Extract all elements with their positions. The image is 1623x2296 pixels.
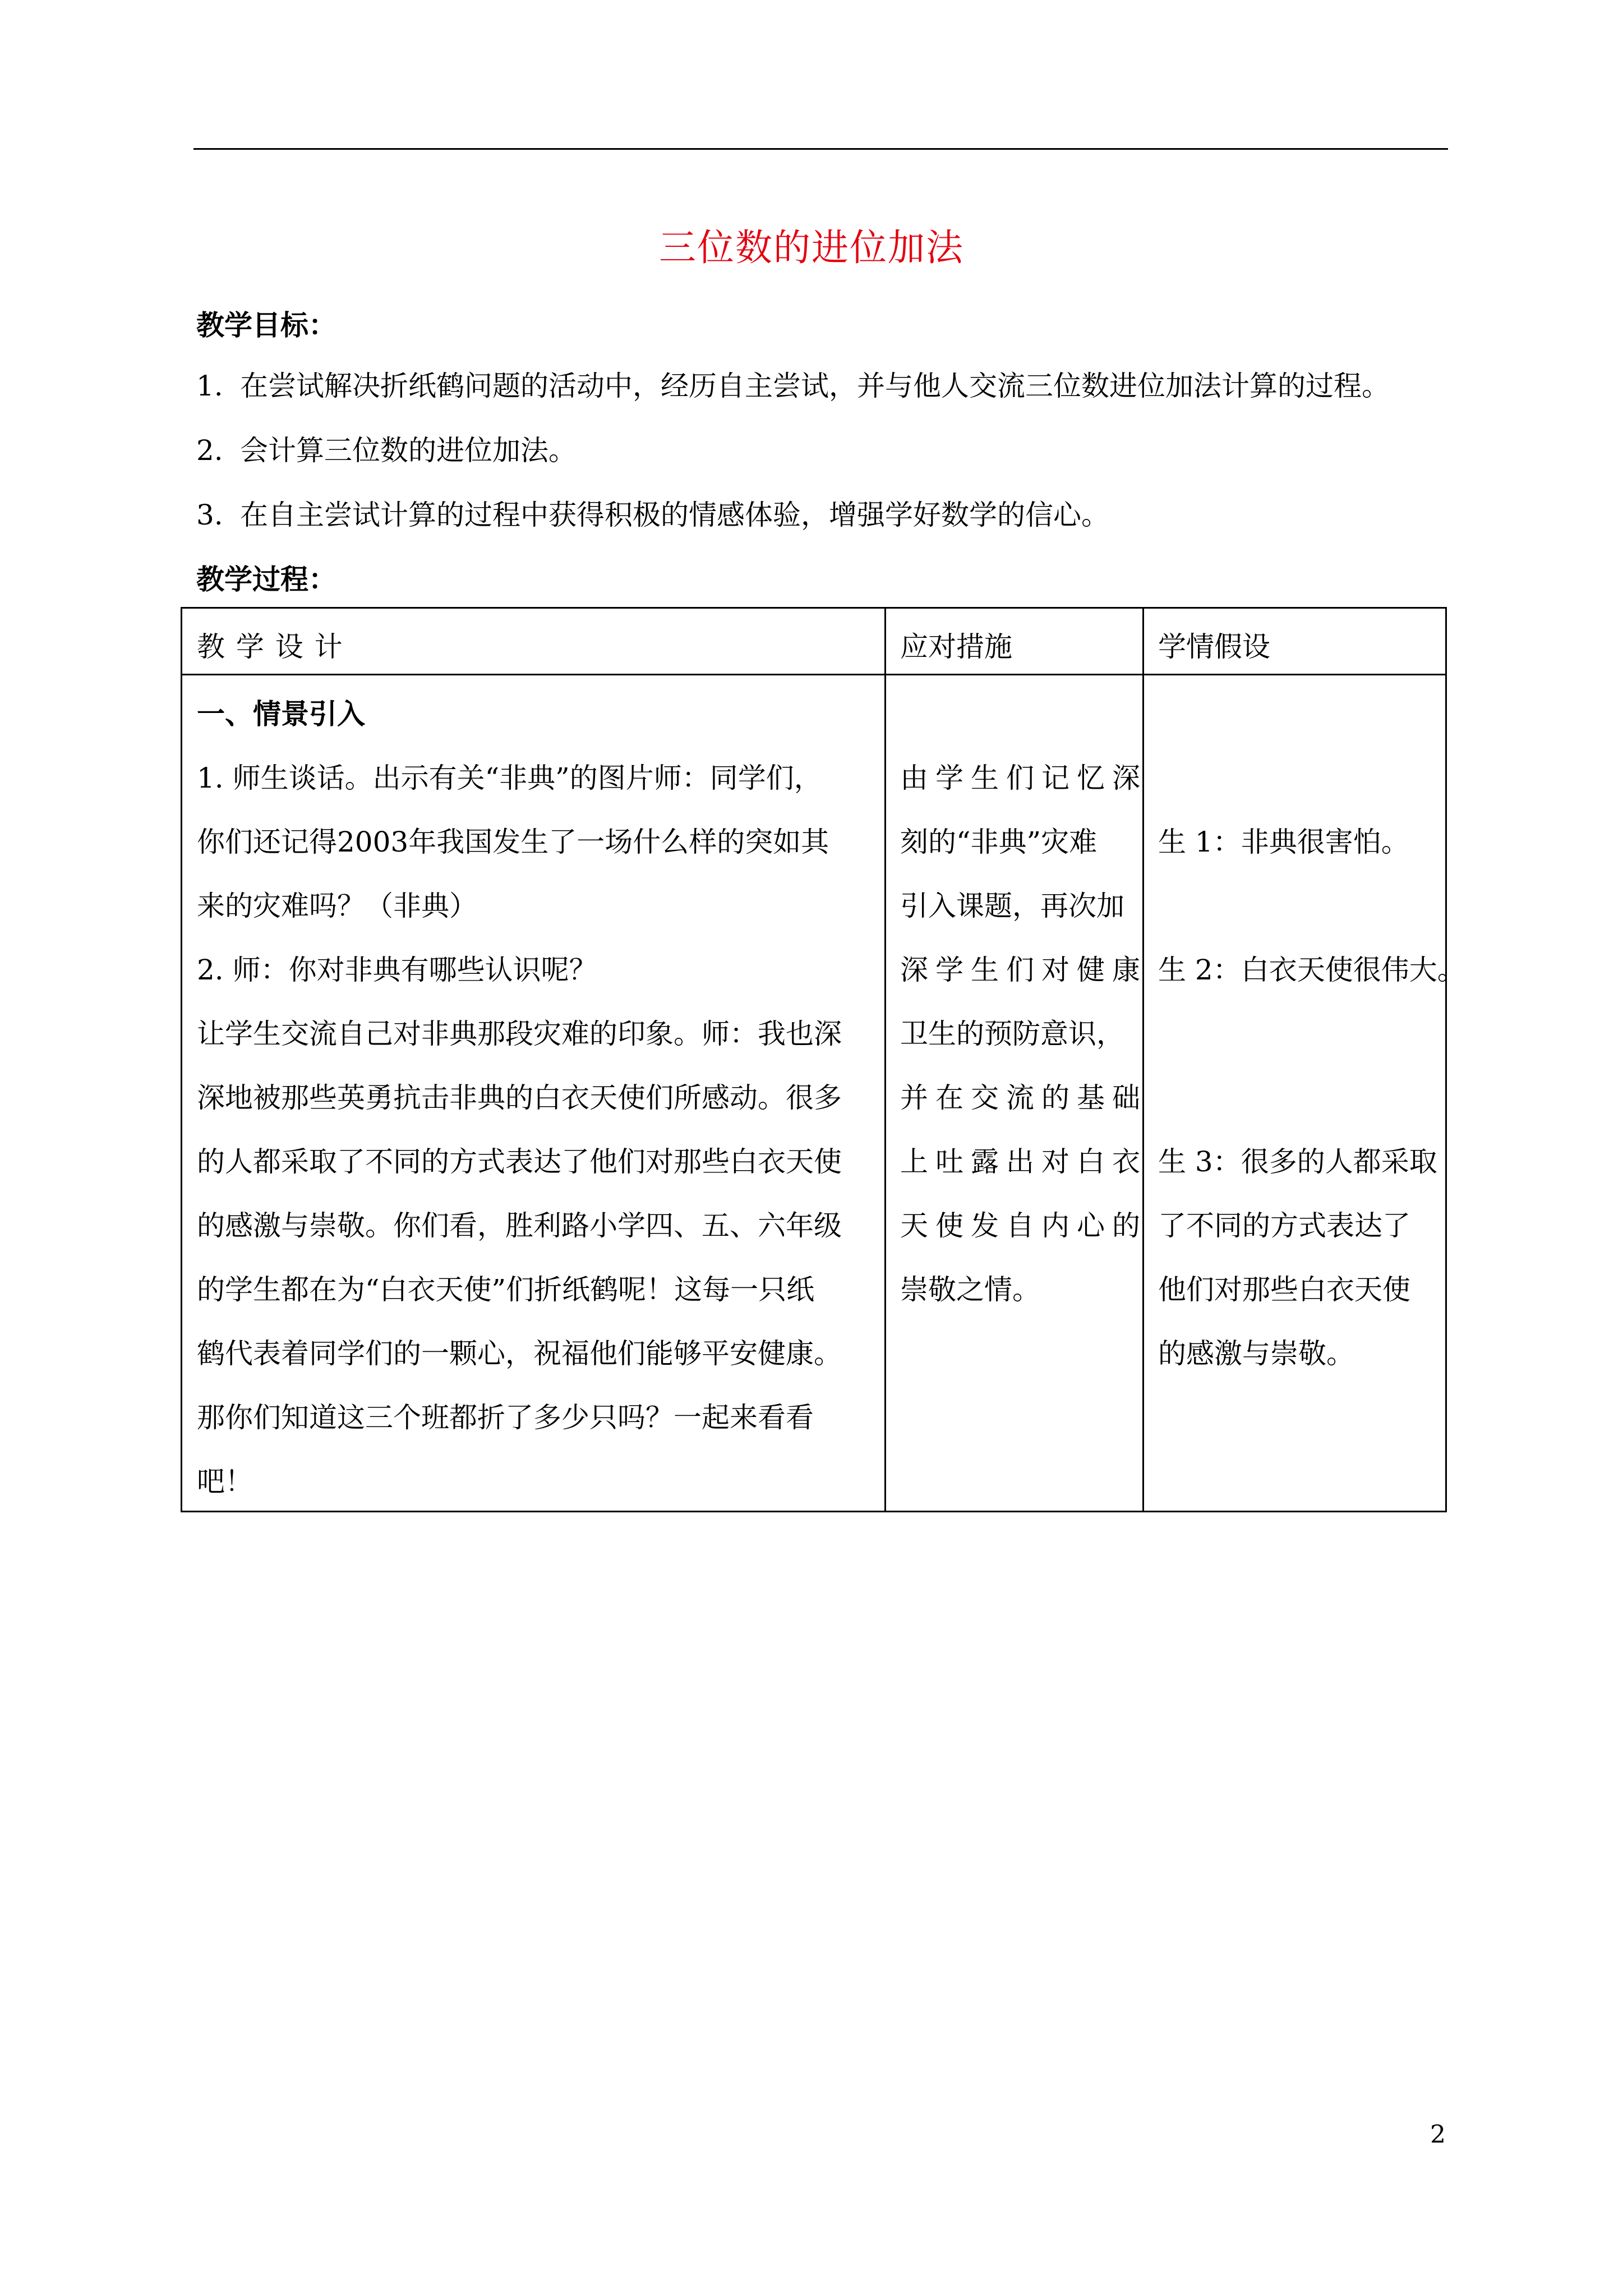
column-header-assumptions: 学情假设 (1158, 631, 1270, 663)
header-rule (193, 148, 1448, 150)
goal-number: 2. (196, 434, 223, 467)
measures-line: 刻的“非典”灾难 (900, 826, 1098, 858)
measures-line: 上吐露出对白衣 (900, 1145, 1147, 1178)
goal-text: 在尝试解决折纸鹤问题的活动中，经历自主尝试，并与他人交流三位数进位加法计算的过程。 (240, 370, 1390, 402)
assumption-line: 了不同的方式表达了 (1158, 1209, 1410, 1242)
measures-line: 崇敬之情。 (900, 1273, 1040, 1306)
page-number: 2 (1430, 2120, 1446, 2149)
design-line: 你们还记得2003年我国发生了一场什么样的突如其 (197, 826, 829, 858)
lesson-table (181, 607, 1465, 1512)
assumption-line: 生 1：非典很害怕。 (1158, 826, 1409, 858)
assumption-line: 生 3：很多的人都采取 (1158, 1145, 1437, 1178)
column-header-measures: 应对措施 (900, 631, 1012, 663)
column-header-design: 教 学 设 计 (197, 631, 344, 663)
goal-item (196, 428, 577, 468)
design-line: 吧！ (197, 1465, 253, 1498)
design-line: 2. 师：你对非典有哪些认识呢？ (197, 954, 597, 986)
measures-line: 深学生们对健康 (900, 954, 1147, 986)
design-line: 来的灾难吗？（非典） (197, 890, 477, 922)
goal-number: 3. (196, 499, 223, 531)
process-heading: 教学过程： (196, 563, 336, 596)
goal-text: 在自主尝试计算的过程中获得积极的情感体验，增强学好数学的信心。 (240, 499, 1109, 531)
measures-line: 引入课题，再次加 (900, 890, 1124, 922)
design-line: 的感激与崇敬。你们看，胜利路小学四、五、六年级 (197, 1209, 842, 1242)
design-line: 1. 师生谈话。出示有关“非典”的图片师：同学们， (197, 762, 822, 794)
section-title: 一、情景引入 (197, 698, 365, 730)
design-line: 的学生都在为“白衣天使”们折纸鹤呢！这每一只纸 (197, 1273, 815, 1306)
table-divider (884, 609, 886, 1511)
design-line: 的人都采取了不同的方式表达了他们对那些白衣天使 (197, 1145, 842, 1178)
assumption-line: 生 2：白衣天使很伟大。 (1158, 954, 1465, 986)
assumption-line: 的感激与崇敬。 (1158, 1337, 1354, 1370)
measures-line: 卫生的预防意识， (900, 1018, 1124, 1050)
document-title: 三位数的进位加法 (659, 226, 964, 269)
table-header-divider (182, 674, 1445, 675)
goal-item (196, 493, 1109, 533)
design-line: 那你们知道这三个班都折了多少只吗？一起来看看 (197, 1401, 814, 1434)
design-line: 让学生交流自己对非典那段灾难的印象。师：我也深 (197, 1018, 842, 1050)
design-line: 鹤代表着同学们的一颗心，祝福他们能够平安健康。 (197, 1337, 842, 1370)
measures-line: 天使发自内心的 (900, 1209, 1147, 1242)
design-line: 深地被那些英勇抗击非典的白衣天使们所感动。很多 (197, 1082, 842, 1114)
goal-text: 会计算三位数的进位加法。 (240, 434, 577, 467)
goals-heading: 教学目标： (196, 309, 336, 342)
table-divider (1142, 609, 1144, 1511)
measures-line: 并在交流的基础 (900, 1082, 1147, 1114)
assumption-line: 他们对那些白衣天使 (1158, 1273, 1410, 1306)
goal-item (196, 364, 1390, 404)
goal-number: 1. (196, 370, 223, 402)
measures-line: 由学生们记忆深 (900, 762, 1147, 794)
